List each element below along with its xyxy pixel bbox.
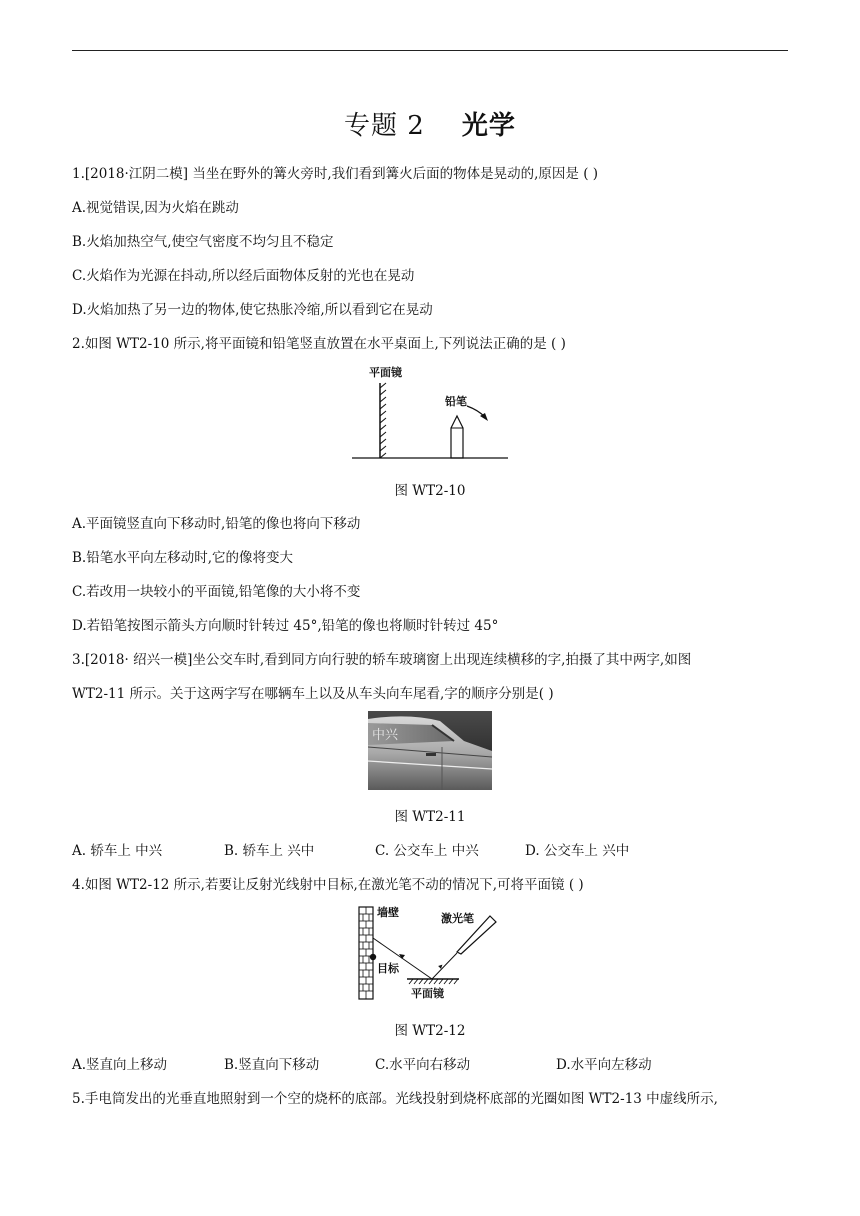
fig12-target	[370, 954, 376, 960]
q1-option-d: D.火焰加热了另一边的物体,使它热胀冷缩,所以看到它在晃动	[72, 302, 433, 318]
q4-option-d: D.水平向左移动	[556, 1057, 652, 1073]
title-sub: 光学	[461, 111, 516, 141]
figure-wt2-12	[355, 902, 505, 1002]
fig12-caption: 图 WT2-12	[394, 1023, 466, 1039]
fig11-caption: 图 WT2-11	[394, 809, 466, 825]
q2-option-d: D.若铅笔按图示箭头方向顺时针转过 45°,铅笔的像也将顺时针转过 45°	[72, 618, 499, 634]
q3-option-d: D. 公交车上 兴中	[525, 843, 630, 859]
q3-option-a: A. 轿车上 中兴	[72, 843, 163, 859]
q2-option-a: A.平面镜竖直向下移动时,铅笔的像也将向下移动	[72, 516, 361, 532]
fig12-wall-label: 墙壁	[377, 906, 399, 919]
fig10-pencil-label: 铅笔	[445, 395, 467, 408]
q4-option-a: A.竖直向上移动	[72, 1057, 168, 1073]
q1-option-c: C.火焰作为光源在抖动,所以经后面物体反射的光也在晃动	[72, 268, 415, 284]
q3-option-b: B. 轿车上 兴中	[224, 843, 315, 859]
q4-stem: 4.如图 WT2-12 所示,若要让反射光线射中目标,在激光笔不动的情况下,可将平面镜 ( )	[72, 877, 584, 893]
q1-option-b: B.火焰加热空气,使空气密度不均匀且不稳定	[72, 234, 334, 250]
header-rule	[72, 50, 788, 51]
q3-option-c: C. 公交车上 中兴	[375, 843, 479, 859]
figure-wt2-11-photo	[368, 711, 492, 790]
fig10-caption: 图 WT2-10	[394, 483, 466, 499]
q4-option-b: B.竖直向下移动	[224, 1057, 320, 1073]
q4-option-c: C.水平向右移动	[375, 1057, 471, 1073]
fig10-mirror-hatch	[380, 383, 386, 458]
figure-wt2-10	[345, 360, 515, 465]
q1-stem: 1.[2018·江阴二模] 当坐在野外的篝火旁时,我们看到篝火后面的物体是晃动的,原因是 ( )	[72, 166, 599, 182]
q2-option-c: C.若改用一块较小的平面镜,铅笔像的大小将不变	[72, 584, 361, 600]
q5-stem: 5.手电筒发出的光垂直地照射到一个空的烧杯的底部。光线投射到烧杯底部的光圈如图 WT2-13 中虚线所示,	[72, 1091, 718, 1107]
fig10-pencil	[451, 416, 463, 458]
fig12-laser-label: 激光笔	[441, 912, 474, 925]
fig12-mirror-label: 平面镜	[411, 987, 444, 1000]
title-main: 专题 2	[344, 111, 425, 141]
fig11-window-text: 中兴	[372, 728, 399, 743]
q3-stem-line1: 3.[2018· 绍兴一模]坐公交车时,看到同方向行驶的轿车玻璃窗上出现连续横移的字,拍摄了其中两字,如图	[72, 652, 692, 668]
q2-stem: 2.如图 WT2-10 所示,将平面镜和铅笔竖直放置在水平桌面上,下列说法正确的是 ( )	[72, 336, 566, 352]
fig10-mirror-label: 平面镜	[369, 366, 402, 379]
q1-option-a: A.视觉错误,因为火焰在跳动	[72, 200, 239, 216]
fig12-target-label: 目标	[377, 962, 399, 975]
page-title	[0, 105, 860, 142]
fig12-incident-ray	[432, 953, 457, 979]
q2-option-b: B.铅笔水平向左移动时,它的像将变大	[72, 550, 294, 566]
q3-stem-line2: WT2-11 所示。关于这两字写在哪辆车上以及从车头向车尾看,字的顺序分别是( )	[72, 686, 554, 702]
